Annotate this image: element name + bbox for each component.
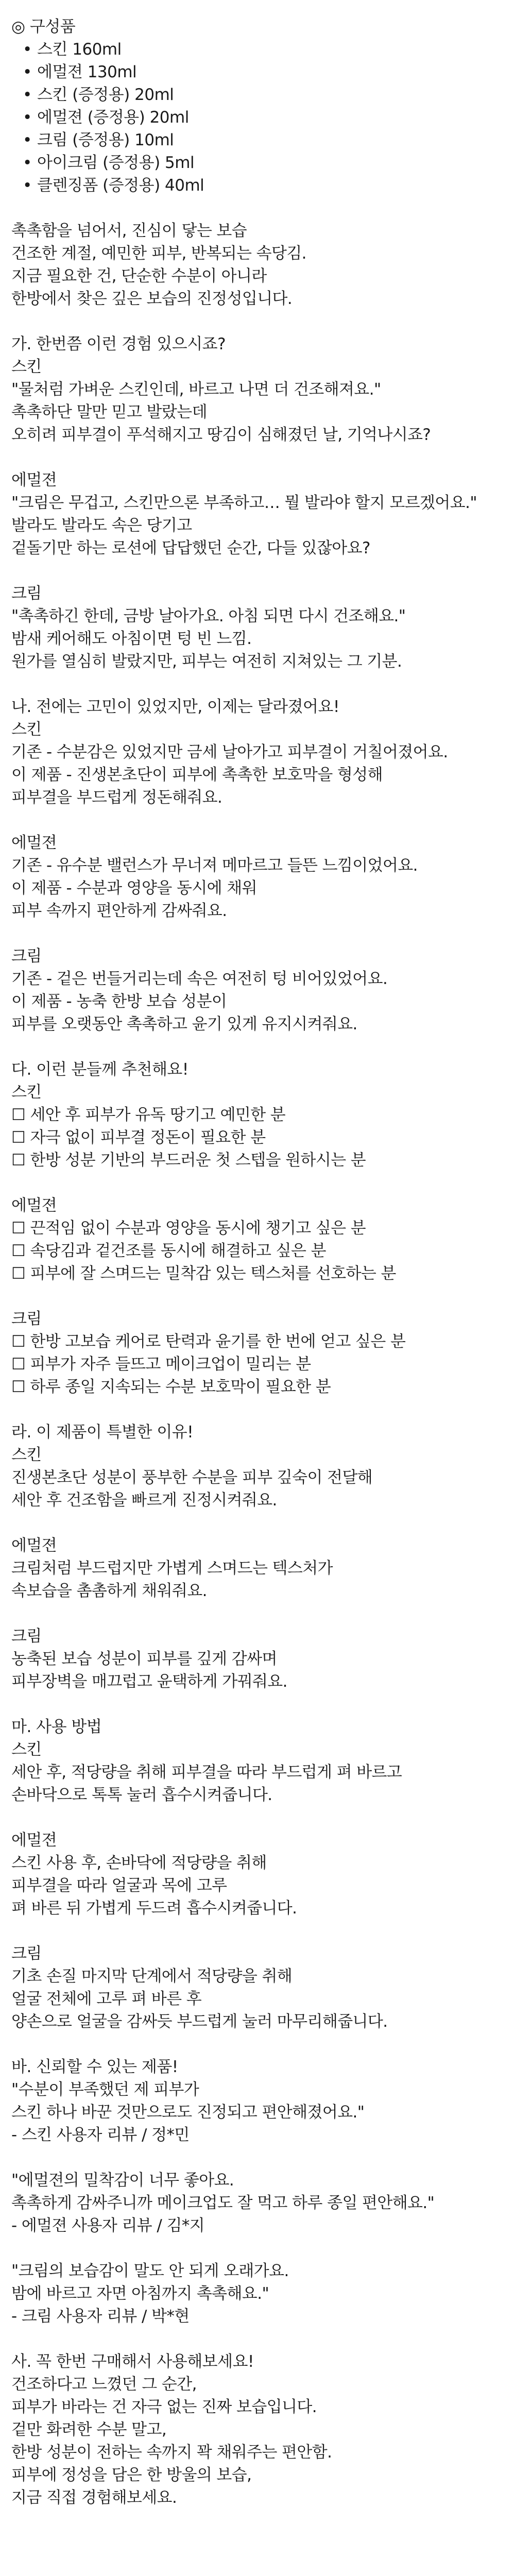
list-item: • 스킨 (증정용) 20ml	[11, 83, 504, 106]
text-line: 크림	[11, 1944, 42, 1963]
text-block	[11, 1081, 504, 1172]
text-line: 세안 후, 적당량을 취해 피부결을 따라 부드럽게 펴 바르고	[11, 1763, 402, 1782]
text-block	[11, 1738, 504, 1806]
text-line: 발라도 발라도 속은 당기고	[11, 516, 192, 535]
intro-paragraph	[11, 219, 504, 310]
text-line: 지금 직접 경험해보세요.	[11, 2488, 177, 2507]
section-heading: 사. 꼭 한번 구매해서 사용해보세요!	[11, 2352, 254, 2371]
text-line: 기초 손질 마지막 단계에서 적당량을 취해	[11, 1967, 293, 1986]
text-line: 손바닥으로 톡톡 눌러 흡수시켜줍니다.	[11, 1786, 272, 1804]
section-heading: 마. 사용 방법	[11, 1718, 102, 1736]
section-heading: 바. 신뢰할 수 있는 제품!	[11, 2058, 178, 2076]
text-line: 에멀젼	[11, 471, 57, 489]
text-line: 피부가 바라는 건 자극 없는 진짜 보습입니다.	[11, 2398, 317, 2416]
text-line: 진생본초단 성분이 풍부한 수분을 피부 깊숙이 전달해	[11, 1468, 373, 1487]
checklist-item: ☐ 속당김과 겉건조를 동시에 해결하고 싶은 분	[11, 1242, 326, 1260]
review-author: - 스킨 사용자 리뷰 / 정*민	[11, 2126, 190, 2144]
composition-list	[11, 38, 504, 197]
text-line: 한방 성분이 전하는 속까지 꽉 채워주는 편안함.	[11, 2443, 332, 2462]
text-line: 기존 - 수분감은 있었지만 금세 날아가고 피부결이 거칠어졌어요.	[11, 743, 448, 761]
text-block	[11, 945, 504, 1036]
text-line: 한방에서 찾은 깊은 보습의 진정성입니다.	[11, 290, 293, 308]
review-author: - 크림 사용자 리뷰 / 박*현	[11, 2307, 190, 2326]
text-line: 건조한 계절, 예민한 피부, 반복되는 속당김.	[11, 244, 306, 263]
text-line: 스킨 사용 후, 손바닥에 적당량을 취해	[11, 1854, 267, 1872]
text-block	[11, 1444, 504, 1512]
text-line: 크림처럼 부드럽지만 가볍게 스며드는 텍스처가	[11, 1559, 333, 1578]
text-line: 이 제품 - 진생본초단이 피부에 촉촉한 보호막을 형성해	[11, 766, 383, 784]
closing-paragraph	[11, 2373, 504, 2509]
text-line: 에멀젼	[11, 1536, 57, 1555]
review-text: 촉촉하게 감싸주니까 메이크업도 잘 먹고 하루 종일 편안해요."	[11, 2194, 435, 2212]
review-author: - 에멀젼 사용자 리뷰 / 김*지	[11, 2216, 205, 2235]
text-line: 스킨	[11, 358, 42, 376]
text-line: 이 제품 - 농축 한방 보습 성분이	[11, 992, 227, 1011]
review-block	[11, 2078, 504, 2146]
checklist-item: ☐ 하루 종일 지속되는 수분 보호막이 필요한 분	[11, 1378, 331, 1396]
checklist-item: ☐ 피부가 자주 들뜨고 메이크업이 밀리는 분	[11, 1355, 311, 1374]
text-line: 스킨	[11, 1446, 42, 1464]
review-text: "크림의 보습감이 말도 안 되게 오래가요.	[11, 2262, 289, 2280]
text-line: "크림은 무겁고, 스킨만으론 부족하고… 뭘 발라야 할지 모르겠어요."	[11, 494, 477, 512]
list-item: • 스킨 160ml	[11, 38, 504, 61]
list-item: • 클렌징폼 (증정용) 40ml	[11, 174, 504, 197]
text-line: "물처럼 가벼운 스킨인데, 바르고 나면 더 건조해져요."	[11, 380, 381, 399]
text-block	[11, 355, 504, 446]
text-line: 크림	[11, 947, 42, 965]
text-line: 밤새 케어해도 아침이면 텅 빈 느낌.	[11, 630, 252, 648]
text-line: 피부 속까지 편안하게 감싸줘요.	[11, 902, 227, 920]
text-line: 원가를 열심히 발랐지만, 피부는 여전히 지쳐있는 그 기분.	[11, 652, 402, 671]
review-text: "수분이 부족했던 제 피부가	[11, 2080, 199, 2099]
text-block	[11, 1942, 504, 2033]
list-item: • 에멀젼 130ml	[11, 61, 504, 83]
section-heading: 다. 이런 분들께 추천해요!	[11, 1060, 188, 1079]
text-block	[11, 469, 504, 560]
checklist-item: ☐ 자극 없이 피부결 정돈이 필요한 분	[11, 1128, 266, 1147]
text-line: 피부결을 부드럽게 정돈해줘요.	[11, 788, 222, 807]
text-line: 얼굴 전체에 고루 펴 바른 후	[11, 1990, 202, 2008]
text-line: 겉돌기만 하는 로션에 답답했던 순간, 다들 있잖아요?	[11, 539, 370, 557]
text-line: 스킨	[11, 1083, 42, 1101]
text-line: 기존 - 겉은 번들거리는데 속은 여전히 텅 비어있었어요.	[11, 970, 388, 988]
text-line: 에멀젼	[11, 1196, 57, 1215]
list-item: • 크림 (증정용) 10ml	[11, 129, 504, 151]
text-block	[11, 832, 504, 922]
text-line: 피부에 정성을 담은 한 방울의 보습,	[11, 2466, 252, 2484]
text-block	[11, 582, 504, 673]
text-line: 피부결을 따라 얼굴과 목에 고루	[11, 1876, 227, 1895]
review-text: 스킨 하나 바꾼 것만으로도 진정되고 편안해졌어요."	[11, 2103, 365, 2122]
text-line: 피부장벽을 매끄럽고 윤택하게 가꿔줘요.	[11, 1672, 287, 1691]
composition-title: ◎ 구성품	[11, 18, 76, 36]
section-heading: 가. 한번쯤 이런 경험 있으시죠?	[11, 335, 226, 353]
text-line: 피부를 오랫동안 촉촉하고 윤기 있게 유지시켜줘요.	[11, 1015, 357, 1033]
section-heading: 라. 이 제품이 특별한 이유!	[11, 1423, 194, 1442]
text-line: 크림	[11, 584, 42, 603]
text-line: 기존 - 유수분 밸런스가 무너져 메마르고 들뜬 느낌이었어요.	[11, 856, 418, 875]
text-line: 속보습을 촘촘하게 채워줘요.	[11, 1582, 207, 1600]
text-line: 에멀젼	[11, 834, 57, 852]
text-line: 지금 필요한 건, 단순한 수분이 아니라	[11, 267, 267, 285]
text-line: 에멀젼	[11, 1831, 57, 1850]
text-line: 크림	[11, 1627, 42, 1646]
text-line: 농축된 보습 성분이 피부를 깊게 감싸며	[11, 1650, 277, 1668]
checklist-item: ☐ 끈적임 없이 수분과 영양을 동시에 챙기고 싶은 분	[11, 1219, 366, 1238]
checklist-item: ☐ 한방 성분 기반의 부드러운 첫 스텝을 원하시는 분	[11, 1151, 366, 1170]
text-line: 펴 바른 뒤 가볍게 두드려 흡수시켜줍니다.	[11, 1899, 297, 1918]
checklist-item: ☐ 피부에 잘 스며드는 밀착감 있는 텍스처를 선호하는 분	[11, 1264, 396, 1283]
text-block	[11, 1534, 504, 1602]
text-line: 스킨	[11, 720, 42, 739]
review-block	[11, 2169, 504, 2237]
section-heading: 나. 전에는 고민이 있었지만, 이제는 달라졌어요!	[11, 698, 339, 716]
text-block	[11, 718, 504, 809]
review-block	[11, 2260, 504, 2328]
text-line: 오히려 피부결이 푸석해지고 땅김이 심해졌던 날, 기억나시죠?	[11, 426, 431, 444]
text-block	[11, 1829, 504, 1920]
checklist-item: ☐ 한방 고보습 케어로 탄력과 윤기를 한 번에 얻고 싶은 분	[11, 1332, 406, 1351]
list-item: • 에멀젼 (증정용) 20ml	[11, 106, 504, 129]
review-text: "에멀젼의 밀착감이 너무 좋아요.	[11, 2171, 234, 2190]
text-line: 촉촉함을 넘어서, 진심이 닿는 보습	[11, 222, 247, 240]
text-line: 스킨	[11, 1740, 42, 1759]
text-line: "촉촉하긴 한데, 금방 날아가요. 아침 되면 다시 건조해요."	[11, 607, 406, 625]
list-item: • 아이크림 (증정용) 5ml	[11, 151, 504, 174]
text-line: 세안 후 건조함을 빠르게 진정시켜줘요.	[11, 1491, 277, 1510]
text-block	[11, 1194, 504, 1285]
text-line: 건조하다고 느꼈던 그 순간,	[11, 2375, 197, 2394]
text-line: 크림	[11, 1310, 42, 1328]
review-text: 밤에 바르고 자면 아침까지 촉촉해요."	[11, 2284, 269, 2303]
text-line: 겉만 화려한 수분 말고,	[11, 2420, 167, 2439]
text-line: 양손으로 얼굴을 감싸듯 부드럽게 눌러 마무리해줍니다.	[11, 2012, 388, 2031]
text-line: 이 제품 - 수분과 영양을 동시에 채워	[11, 879, 257, 897]
checklist-item: ☐ 세안 후 피부가 유독 땅기고 예민한 분	[11, 1106, 286, 1124]
text-line: 촉촉하단 말만 믿고 발랐는데	[11, 403, 207, 421]
text-block	[11, 1308, 504, 1398]
text-block	[11, 1625, 504, 1693]
